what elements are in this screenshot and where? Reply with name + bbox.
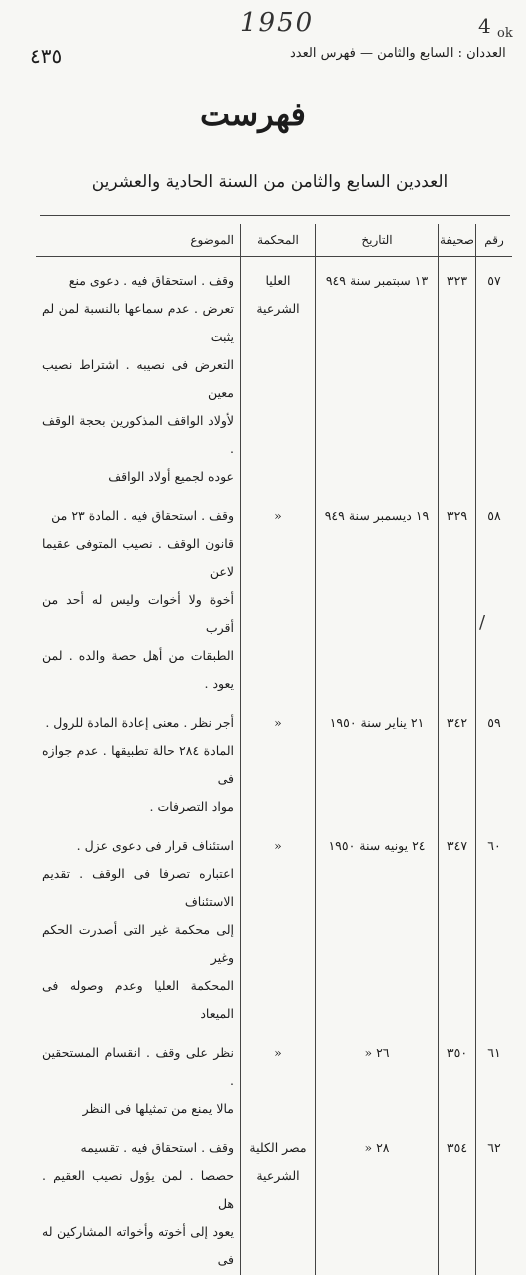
table-header-row bbox=[36, 224, 512, 257]
table-row bbox=[36, 1029, 512, 1124]
row-subject bbox=[36, 257, 241, 493]
subject-line: مواد التصرفات . bbox=[149, 799, 234, 814]
row-number: ٦١ bbox=[476, 1029, 513, 1124]
subject-line: إلى محكمة غير التى أصدرت الحكم وغير bbox=[42, 922, 234, 965]
row-court: « bbox=[241, 699, 316, 822]
page-title: فهرست bbox=[200, 95, 306, 133]
row-date: ٢١ يناير سنة ١٩٥٠ bbox=[316, 699, 439, 822]
subject-line: استئناف قرار فى دعوى عزل . bbox=[76, 838, 234, 853]
subject-line: عوده لجميع أولاد الواقف bbox=[108, 469, 234, 484]
subject-line: اعتباره تصرفا فى الوقف . تقديم الاستئناف bbox=[42, 866, 234, 909]
row-subject bbox=[36, 492, 241, 699]
row-date: ٢٤ يونيه سنة ١٩٥٠ bbox=[316, 822, 439, 1029]
margin-annotation: / bbox=[479, 612, 486, 633]
subject-line: قانون الوقف . نصيب المتوفى عقيما لاعن bbox=[42, 536, 234, 579]
row-page: ٣٥٠ bbox=[439, 1029, 476, 1124]
table-row bbox=[36, 699, 512, 822]
page-subtitle: العددين السابع والثامن من السنة الحادية والعشرين bbox=[91, 172, 449, 192]
subject-line: أجر نظر . معنى إعادة المادة للرول . bbox=[45, 715, 234, 730]
row-page: ٣٤٢ bbox=[439, 699, 476, 822]
handwritten-corner-mark: 4 bbox=[478, 14, 491, 38]
column-header-subject: الموضوع bbox=[36, 224, 241, 257]
row-number: ٥٩ bbox=[476, 699, 513, 822]
subject-line: المادة ٢٨٤ حالة تطبيقها . عدم جوازه فى bbox=[42, 743, 235, 786]
running-head: العددان : السابع والثامن — فهرس العدد bbox=[290, 46, 506, 61]
table-row bbox=[36, 1124, 512, 1275]
subject-line: نظر على وقف . انقسام المستحقين . bbox=[42, 1045, 234, 1088]
row-page: ٣٥٤ bbox=[439, 1124, 476, 1275]
row-date: ١٩ ديسمبر سنة ٩٤٩ bbox=[316, 492, 439, 699]
row-court: « bbox=[241, 822, 316, 1029]
table-row bbox=[36, 492, 512, 699]
subject-line: أخوة ولا أخوات وليس له أحد من أقرب bbox=[42, 592, 234, 635]
subject-line: الطبقات من أهل حصة والده . لمن يعود . bbox=[42, 648, 234, 691]
handwritten-year: 1950 bbox=[240, 8, 315, 38]
subject-line: المحكمة العليا وعدم وصوله فى الميعاد bbox=[42, 978, 234, 1021]
row-date: ٢٦ « bbox=[316, 1029, 439, 1124]
row-subject bbox=[36, 1029, 241, 1124]
header-rule bbox=[40, 215, 510, 216]
subject-line: مالا يمنع من تمثيلها فى النظر bbox=[82, 1101, 234, 1116]
row-number: ٥٧ bbox=[476, 257, 513, 493]
row-date: ١٣ سبتمبر سنة ٩٤٩ bbox=[316, 257, 439, 493]
column-header-number: رقم bbox=[476, 224, 513, 257]
table-row bbox=[36, 257, 512, 493]
column-header-date: التاريخ bbox=[316, 224, 439, 257]
column-header-page: صحيفة bbox=[439, 224, 476, 257]
row-number: ٦٠ bbox=[476, 822, 513, 1029]
row-subject bbox=[36, 822, 241, 1029]
row-court: « bbox=[241, 1029, 316, 1124]
subject-line: حصصا . لمن يؤول نصيب العقيم . هل bbox=[42, 1168, 234, 1211]
row-court: « bbox=[241, 492, 316, 699]
index-table bbox=[36, 224, 512, 1275]
subject-line: تعرض . عدم سماعها بالنسبة لمن لم يثبت bbox=[42, 301, 234, 344]
row-court: العليا الشرعية bbox=[241, 257, 316, 493]
row-page: ٣٢٩ bbox=[439, 492, 476, 699]
subject-line: وقف . استحقاق فيه . دعوى منع bbox=[68, 273, 234, 288]
row-court: مصر الكلية الشرعية bbox=[241, 1124, 316, 1275]
row-subject bbox=[36, 699, 241, 822]
subject-line: التعرض فى نصيبه . اشتراط نصيب معين bbox=[42, 357, 234, 400]
row-subject bbox=[36, 1124, 241, 1275]
table-row bbox=[36, 822, 512, 1029]
handwritten-ok: ok bbox=[497, 26, 513, 41]
page-number: ٤٣٥ bbox=[30, 44, 63, 68]
subject-line: لأولاد الواقف المذكورين بحجة الوقف . bbox=[42, 413, 234, 456]
row-page: ٣٢٣ bbox=[439, 257, 476, 493]
row-date: ٢٨ « bbox=[316, 1124, 439, 1275]
subject-line: وقف . استحقاق فيه . تقسيمه bbox=[80, 1140, 234, 1155]
row-page: ٣٤٧ bbox=[439, 822, 476, 1029]
subject-line: يعود إلى أخوته وأخواته المشاركين له فى bbox=[42, 1224, 234, 1267]
column-header-court: المحكمة bbox=[241, 224, 316, 257]
row-number: ٦٢ bbox=[476, 1124, 513, 1275]
row-number: ٥٨ bbox=[476, 492, 513, 699]
subject-line: وقف . استحقاق فيه . المادة ٢٣ من bbox=[51, 508, 234, 523]
